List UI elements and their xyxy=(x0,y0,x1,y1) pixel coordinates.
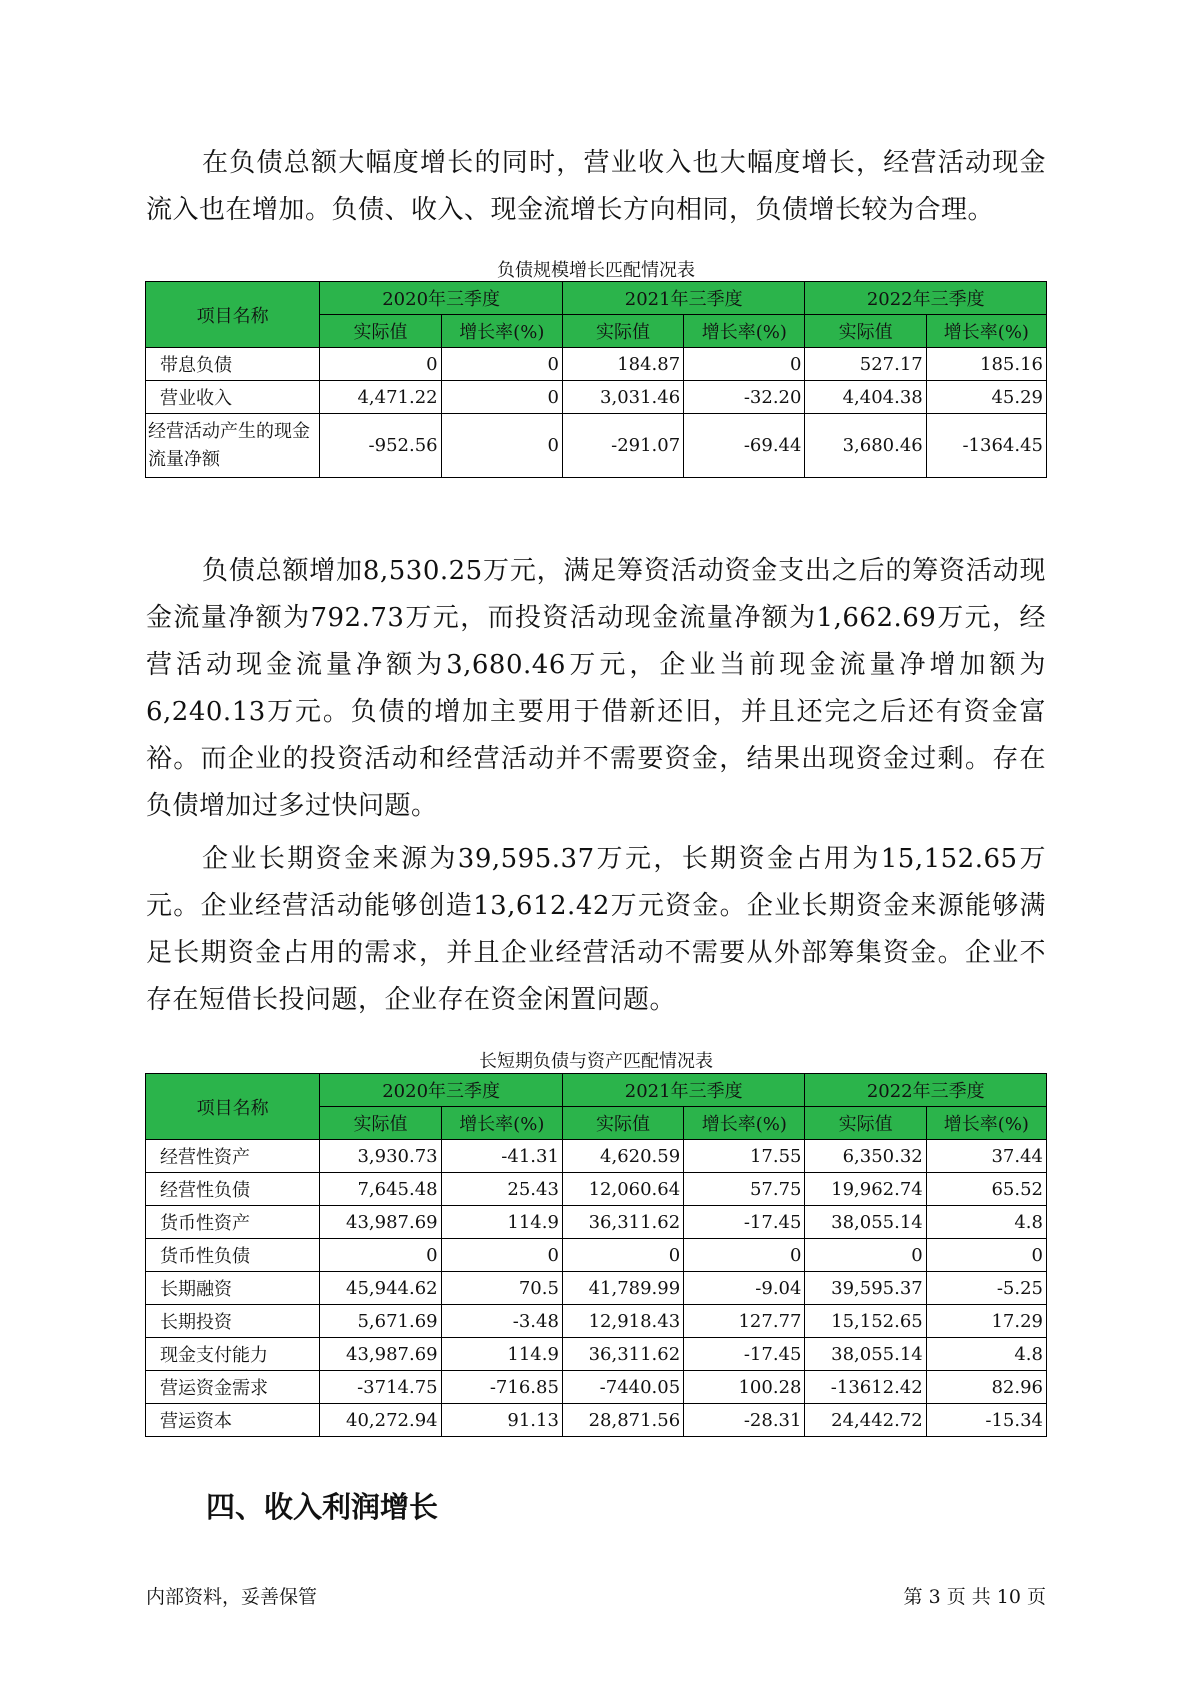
cell: -15.34 xyxy=(926,1404,1046,1437)
table-row xyxy=(146,1206,1047,1239)
header-actual: 实际值 xyxy=(805,1107,926,1140)
table-row xyxy=(146,381,1047,414)
cell: 36,311.62 xyxy=(562,1206,683,1239)
cell: 45.29 xyxy=(926,381,1046,414)
cell: 38,055.14 xyxy=(805,1206,926,1239)
table-row xyxy=(146,1272,1047,1305)
cell: 0 xyxy=(684,348,805,381)
cell: 185.16 xyxy=(926,348,1046,381)
cell: 43,987.69 xyxy=(320,1338,441,1371)
cell: 0 xyxy=(562,1239,683,1272)
cell: 7,645.48 xyxy=(320,1173,441,1206)
row-label: 营业收入 xyxy=(146,381,320,414)
cell: 114.9 xyxy=(441,1206,562,1239)
header-growth: 增长率(%) xyxy=(441,1107,562,1140)
cell: 0 xyxy=(320,348,441,381)
header-actual: 实际值 xyxy=(320,1107,441,1140)
header-growth: 增长率(%) xyxy=(684,315,805,348)
cell: -17.45 xyxy=(684,1338,805,1371)
cell: 24,442.72 xyxy=(805,1404,926,1437)
paragraph-2: 负债总额增加8,530.25万元，满足筹资活动资金支出之后的筹资活动现金流量净额为792.73万元，而投资活动现金流量净额为1,662.69万元，经营活动现金流量净额为3,680.46万元，企业当前现金流量净增加额为6,240.13万元。负债的增加主要用于借新还旧，并且还完之后还有资金富裕。而企业的投资活动和经营活动并不需要资金，结果出现资金过剩。存在负债增加过多过快问题。 xyxy=(146,556,1046,821)
header-year-2021: 2021年三季度 xyxy=(562,282,805,315)
row-label: 经营活动产生的现金流量净额 xyxy=(146,414,320,478)
cell: 19,962.74 xyxy=(805,1173,926,1206)
cell: 5,671.69 xyxy=(320,1305,441,1338)
header-year-2022: 2022年三季度 xyxy=(805,1074,1047,1107)
row-label: 货币性资产 xyxy=(146,1206,320,1239)
cell: 43,987.69 xyxy=(320,1206,441,1239)
table-row xyxy=(146,1239,1047,1272)
cell: 12,060.64 xyxy=(562,1173,683,1206)
row-label: 经营性资产 xyxy=(146,1140,320,1173)
table-row xyxy=(146,348,1047,381)
header-growth: 增长率(%) xyxy=(926,315,1046,348)
cell: 25.43 xyxy=(441,1173,562,1206)
header-growth: 增长率(%) xyxy=(926,1107,1046,1140)
cell: 114.9 xyxy=(441,1338,562,1371)
cell: 17.29 xyxy=(926,1305,1046,1338)
cell: -9.04 xyxy=(684,1272,805,1305)
row-label: 货币性负债 xyxy=(146,1239,320,1272)
header-actual: 实际值 xyxy=(562,1107,683,1140)
cell: 0 xyxy=(441,381,562,414)
cell: 0 xyxy=(320,1239,441,1272)
cell: 6,350.32 xyxy=(805,1140,926,1173)
header-actual: 实际值 xyxy=(562,315,683,348)
cell: 65.52 xyxy=(926,1173,1046,1206)
cell: -13612.42 xyxy=(805,1371,926,1404)
cell: 0 xyxy=(441,348,562,381)
cell: 0 xyxy=(684,1239,805,1272)
cell: -291.07 xyxy=(562,414,683,478)
cell: -7440.05 xyxy=(562,1371,683,1404)
cell: -5.25 xyxy=(926,1272,1046,1305)
cell: 0 xyxy=(805,1239,926,1272)
cell: 0 xyxy=(926,1239,1046,1272)
cell: -716.85 xyxy=(441,1371,562,1404)
cell: 4,404.38 xyxy=(805,381,926,414)
cell: -41.31 xyxy=(441,1140,562,1173)
row-label: 营运资金需求 xyxy=(146,1371,320,1404)
cell: 184.87 xyxy=(562,348,683,381)
cell: 39,595.37 xyxy=(805,1272,926,1305)
row-label: 经营性负债 xyxy=(146,1173,320,1206)
cell: -17.45 xyxy=(684,1206,805,1239)
table-row xyxy=(146,1371,1047,1404)
cell: 4.8 xyxy=(926,1338,1046,1371)
table-row xyxy=(146,1173,1047,1206)
cell: 4,620.59 xyxy=(562,1140,683,1173)
section-heading: 四、收入利润增长 xyxy=(206,1490,439,1524)
table-row xyxy=(146,1338,1047,1371)
debt-scale-table xyxy=(145,281,1047,478)
cell: 0 xyxy=(441,1239,562,1272)
cell: 127.77 xyxy=(684,1305,805,1338)
cell: -69.44 xyxy=(684,414,805,478)
header-year-2022: 2022年三季度 xyxy=(805,282,1047,315)
cell: -3.48 xyxy=(441,1305,562,1338)
cell: 41,789.99 xyxy=(562,1272,683,1305)
paragraph-3: 企业长期资金来源为39,595.37万元，长期资金占用为15,152.65万元。企业经营活动能够创造13,612.42万元资金。企业长期资金来源能够满足长期资金占用的需求，并且企业经营活动不需要从外部筹集资金。企业不存在短借长投问题，企业存在资金闲置问题。 xyxy=(146,844,1046,1015)
cell: 82.96 xyxy=(926,1371,1046,1404)
row-label: 长期投资 xyxy=(146,1305,320,1338)
cell: 12,918.43 xyxy=(562,1305,683,1338)
table-row xyxy=(146,1305,1047,1338)
cell: 45,944.62 xyxy=(320,1272,441,1305)
header-year-2020: 2020年三季度 xyxy=(320,1074,563,1107)
cell: -952.56 xyxy=(320,414,441,478)
cell: 3,930.73 xyxy=(320,1140,441,1173)
header-year-2021: 2021年三季度 xyxy=(562,1074,805,1107)
header-year-2020: 2020年三季度 xyxy=(320,282,563,315)
cell: 37.44 xyxy=(926,1140,1046,1173)
cell: 15,152.65 xyxy=(805,1305,926,1338)
cell: 70.5 xyxy=(441,1272,562,1305)
table2-caption: 长短期负债与资产匹配情况表 xyxy=(479,1051,713,1072)
cell: 38,055.14 xyxy=(805,1338,926,1371)
row-label: 现金支付能力 xyxy=(146,1338,320,1371)
row-label: 长期融资 xyxy=(146,1272,320,1305)
asset-liability-table xyxy=(145,1073,1047,1437)
cell: 0 xyxy=(441,414,562,478)
header-actual: 实际值 xyxy=(320,315,441,348)
table-row xyxy=(146,414,1047,478)
footer-page-number: 第 3 页 共 10 页 xyxy=(903,1586,1046,1608)
table1-caption: 负债规模增长匹配情况表 xyxy=(497,260,695,281)
cell: 57.75 xyxy=(684,1173,805,1206)
header-actual: 实际值 xyxy=(805,315,926,348)
header-item-name: 项目名称 xyxy=(146,282,320,348)
cell: -32.20 xyxy=(684,381,805,414)
header-item-name: 项目名称 xyxy=(146,1074,320,1140)
cell: 100.28 xyxy=(684,1371,805,1404)
header-growth: 增长率(%) xyxy=(684,1107,805,1140)
row-label: 带息负债 xyxy=(146,348,320,381)
cell: -1364.45 xyxy=(926,414,1046,478)
cell: 91.13 xyxy=(441,1404,562,1437)
cell: 36,311.62 xyxy=(562,1338,683,1371)
header-growth: 增长率(%) xyxy=(441,315,562,348)
cell: 17.55 xyxy=(684,1140,805,1173)
table-row xyxy=(146,1404,1047,1437)
cell: 28,871.56 xyxy=(562,1404,683,1437)
table-row xyxy=(146,1140,1047,1173)
cell: -28.31 xyxy=(684,1404,805,1437)
cell: 4.8 xyxy=(926,1206,1046,1239)
row-label: 营运资本 xyxy=(146,1404,320,1437)
paragraph-1: 在负债总额大幅度增长的同时，营业收入也大幅度增长，经营活动现金流入也在增加。负债、收入、现金流增长方向相同，负债增长较为合理。 xyxy=(146,148,1046,225)
cell: -3714.75 xyxy=(320,1371,441,1404)
cell: 40,272.94 xyxy=(320,1404,441,1437)
cell: 3,031.46 xyxy=(562,381,683,414)
footer-confidential-note: 内部资料，妥善保管 xyxy=(146,1586,318,1608)
cell: 3,680.46 xyxy=(805,414,926,478)
cell: 527.17 xyxy=(805,348,926,381)
cell: 4,471.22 xyxy=(320,381,441,414)
